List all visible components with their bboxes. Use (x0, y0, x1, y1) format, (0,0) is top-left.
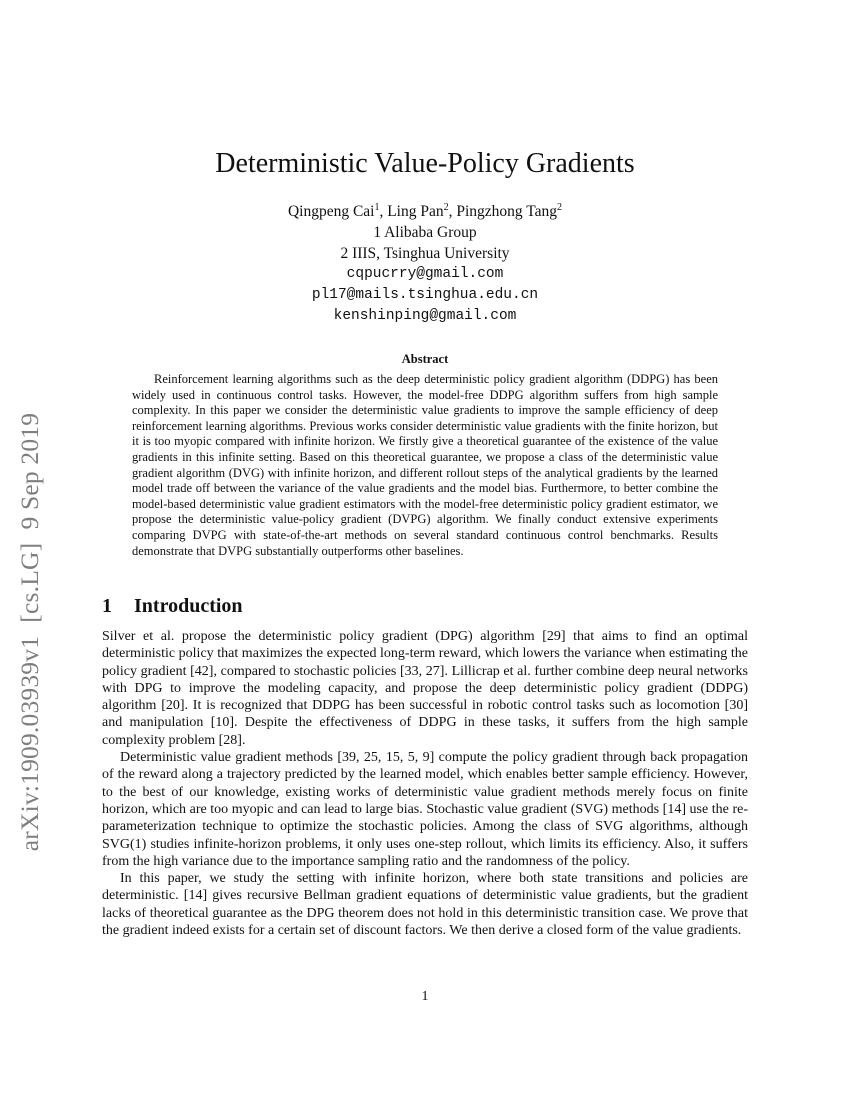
author-name: Qingpeng Cai (287, 203, 375, 220)
author-affiliation-mark: 2 (557, 202, 563, 213)
abstract-heading: Abstract (401, 352, 449, 366)
author-email: kenshinping@gmail.com (333, 308, 517, 324)
page-number: 1 (421, 989, 429, 1004)
author-affiliation-mark: 1 (374, 202, 380, 213)
author-email: pl17@mails.tsinghua.edu.cn (311, 287, 539, 303)
paragraph: In this paper, we study the setting with infinite horizon, where both state transitions and policies are deterministic. [14] gives recursive Bellman gradient equations of deterministic value gradients, but the gradient lacks of theoretical guarantee as the DPG theorem does not hold in this deterministic transition case. We prove that the gradient indeed exists for a certain set of discount factors. We then derive a closed form of the value gradients. (102, 871, 748, 939)
author-separator: , (448, 203, 457, 220)
section-number: 1 (102, 595, 112, 617)
author-name: Pingzhong Tang (456, 203, 558, 220)
affiliation: 2 IIIS, Tsinghua University (340, 245, 510, 262)
author-name: Ling Pan (387, 203, 444, 220)
author-block (0, 201, 850, 327)
section-heading (102, 593, 243, 619)
abstract-text: Reinforcement learning algorithms such as the deep deterministic policy gradient algorithm (DDPG) has been widely used in continuous control tasks. However, the model-free DDPG algorithm suffers from high sample complexity. In this paper we consider the deterministic value gradients to improve the sample efficiency of deep reinforcement learning algorithms. Previous works consider deterministic value gradients with the finite horizon, but it is too myopic compared with infinite horizon. We firstly give a theoretical guarantee of the existence of the value gradients in this infinite setting. Based on this theoretical guarantee, we propose a class of the deterministic value gradient algorithm (DVG) with infinite horizon, and different rollout steps of the analytical gradients by the learned model trade off between the variance of the value gradients and the model bias. Furthermore, to better combine the model-based deterministic value gradient estimators with the model-free deterministic policy gradient estimator, we propose the deterministic value-policy gradient (DVPG) algorithm. We finally conduct extensive experiments comparing DVPG with state-of-the-art methods on several standard continuous control benchmarks. Results demonstrate that DVPG substantially outperforms other baselines. (132, 372, 718, 558)
section-title: Introduction (134, 595, 243, 617)
author-email: cqpucrry@gmail.com (346, 266, 504, 282)
paragraph: Deterministic value gradient methods [39, 25, 15, 5, 9] compute the policy gradient through back propagation of the reward along a trajectory predicted by the learned model, which enables better sample efficiency. However, to the best of our knowledge, existing works of deterministic value gradient methods merely focus on finite horizon, which are too myopic and can lead to large bias. Stochastic value gradient (SVG) methods [14] use the re-parameterization technique to optimize the stochastic policies. Among the class of SVG algorithms, although SVG(1) studies infinite-horizon problems, it only uses one-step rollout, which limits its efficiency. Also, it suffers from the high variance due to the importance sampling ratio and the randomness of the policy. (102, 750, 748, 869)
author-names (0, 201, 850, 222)
introduction-body (102, 628, 748, 939)
paper-title: Deterministic Value-Policy Gradients (215, 148, 635, 179)
affiliation: 1 Alibaba Group (373, 224, 477, 241)
author-affiliation-mark: 2 (443, 202, 449, 213)
arxiv-identifier-text: arXiv:1909.03939v1 [cs.LG] 9 Sep 2019 (15, 412, 44, 852)
paragraph: Silver et al. propose the deterministic policy gradient (DPG) algorithm [29] that aims to find an optimal deterministic policy that maximizes the expected long-term reward, which lowers the variance when estimating the policy gradient [42], compared to stochastic policies [33, 27]. Lillicrap et al. further combine deep neural networks with DPG to improve the modeling capacity, and propose the deep deterministic policy gradient (DDPG) algorithm [20]. It is recognized that DDPG has been successful in robotic control tasks such as locomotion [30] and manipulation [10]. Despite the effectiveness of DDPG in these tasks, it suffers from the high sample complexity problem [28]. (102, 629, 748, 748)
author-separator: , (379, 203, 388, 220)
